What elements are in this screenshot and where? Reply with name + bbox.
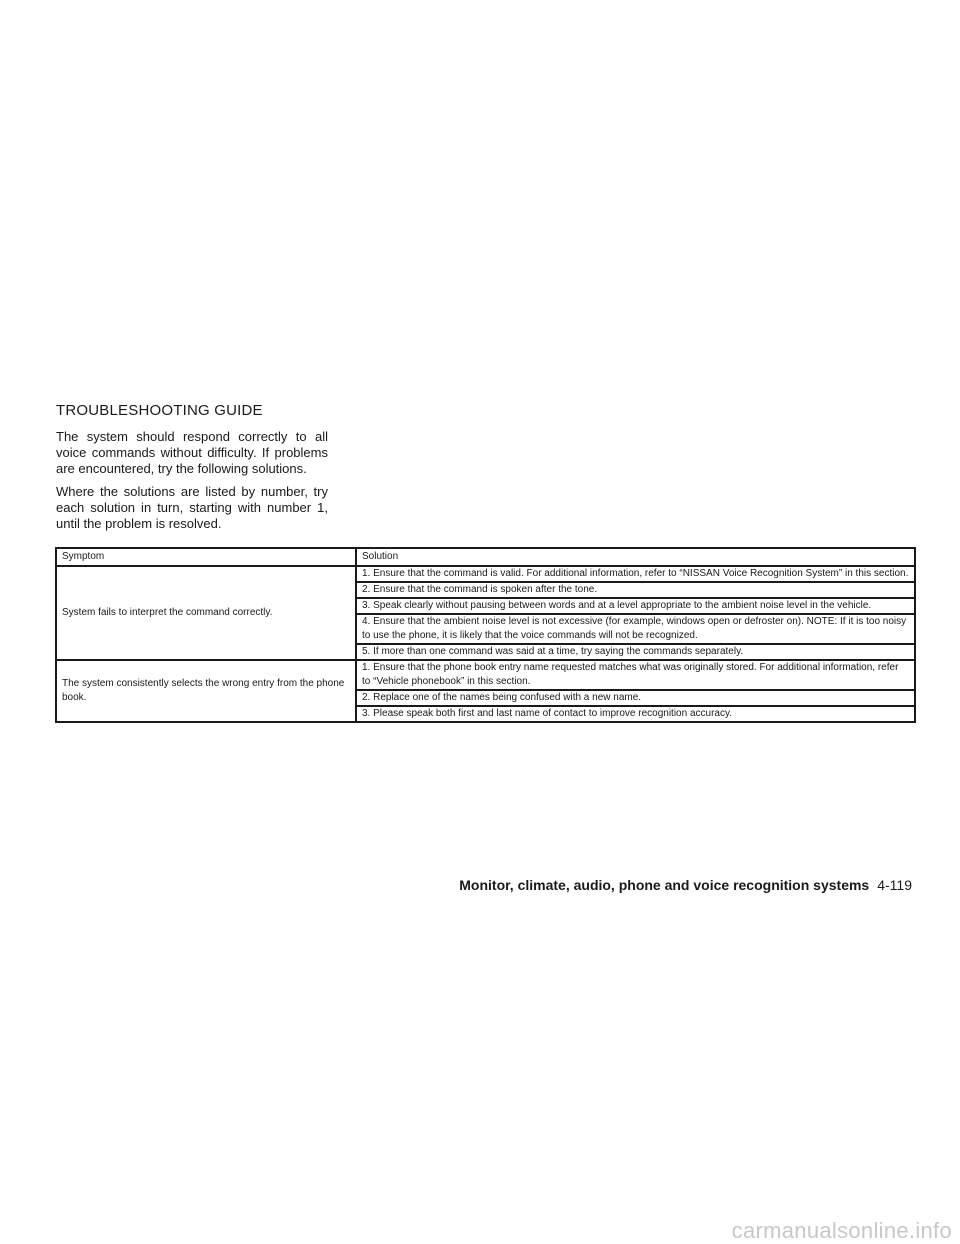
solution-cell: 2. Replace one of the names being confused with a new name. <box>356 690 915 706</box>
symptom-cell: The system consistently selects the wrong entry from the phone book. <box>56 660 356 722</box>
solution-cell: 2. Ensure that the command is spoken after the tone. <box>356 582 915 598</box>
site-watermark: carmanualsonline.info <box>731 1218 952 1243</box>
section-title: TROUBLESHOOTING GUIDE <box>56 402 263 419</box>
table-row <box>56 566 915 582</box>
solution-cell: 3. Speak clearly without pausing between words and at a level appropriate to the ambient noise level in the vehicle. <box>356 598 915 614</box>
troubleshooting-section <box>56 402 328 539</box>
troubleshooting-table <box>55 547 916 723</box>
instructions-paragraph: Where the solutions are listed by number, try each solution in turn, starting with number 1, until the problem is resolved. <box>56 484 328 531</box>
intro-paragraph: The system should respond correctly to all voice commands without difficulty. If problems are encountered, try the following solutions. <box>56 429 328 476</box>
header-symptom: Symptom <box>56 548 356 566</box>
page-number: 4-119 <box>877 877 912 893</box>
solution-cell: 1. Ensure that the phone book entry name requested matches what was originally stored. For additional information, refer to “Vehicle phonebook” in this section. <box>356 660 915 690</box>
table-header-row <box>56 548 915 566</box>
solution-cell: 5. If more than one command was said at a time, try saying the commands separately. <box>356 644 915 660</box>
solution-cell: 3. Please speak both first and last name of contact to improve recognition accuracy. <box>356 706 915 722</box>
page-footer <box>459 877 912 893</box>
chapter-title: Monitor, climate, audio, phone and voice recognition systems <box>459 877 870 893</box>
table-row <box>56 660 915 690</box>
solution-cell: 4. Ensure that the ambient noise level is not excessive (for example, windows open or defroster on). NOTE: If it is too noisy to use the phone, it is likely that the voice commands will not be recognized. <box>356 614 915 644</box>
symptom-cell: System fails to interpret the command correctly. <box>56 566 356 660</box>
header-solution: Solution <box>356 548 915 566</box>
solution-cell: 1. Ensure that the command is valid. For additional information, refer to “NISSAN Voice Recognition System” in this section. <box>356 566 915 582</box>
